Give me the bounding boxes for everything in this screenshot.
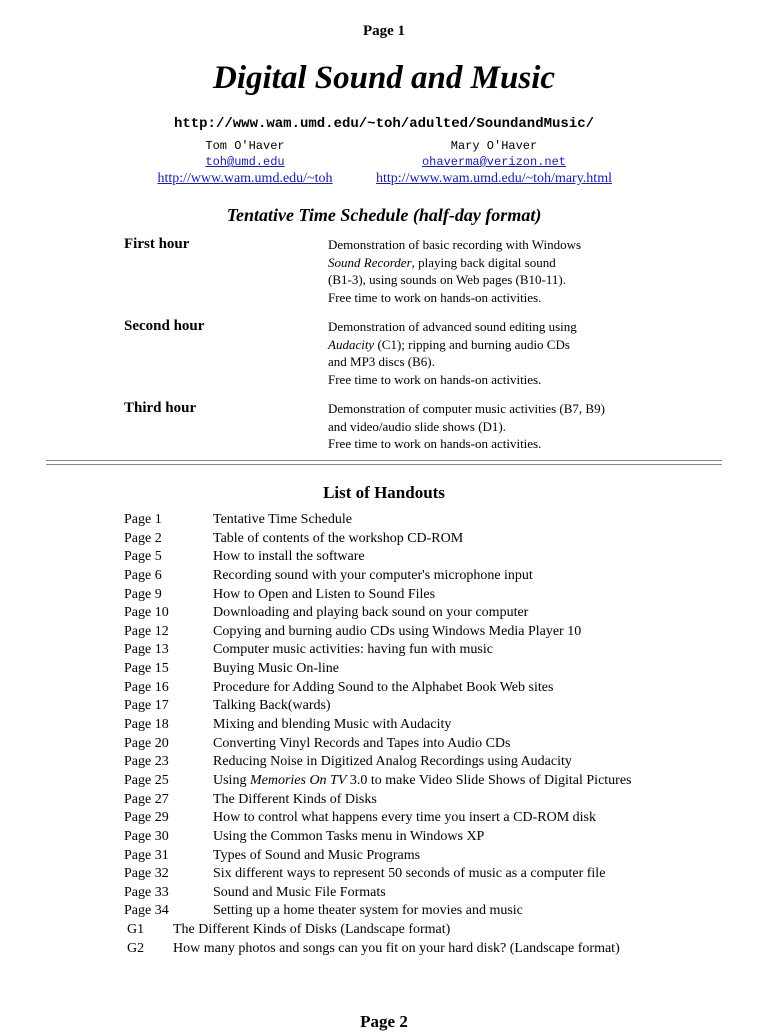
handout-page: Page 13 [124, 642, 169, 658]
list-item [124, 530, 724, 549]
desc-line: (B1-3), using sounds on Web pages (B10-11). [328, 272, 566, 287]
list-item [124, 623, 724, 642]
handout-title: Six different ways to represent 50 seconds of music as a computer file [213, 866, 606, 882]
handout-title: Types of Sound and Music Programs [213, 847, 421, 863]
list-item [124, 809, 724, 828]
handout-page: G1 [127, 922, 145, 938]
handout-title: How to install the software [213, 549, 365, 565]
handout-title: Converting Vinyl Records and Tapes into Audio CDs [213, 735, 511, 751]
handout-title: The Different Kinds of Disks [213, 791, 377, 807]
handout-title-part: Using [213, 772, 250, 788]
handout-page: Page 17 [124, 698, 169, 714]
desc-line: (C1); ripping and burning audio CDs [374, 336, 570, 352]
schedule-row-label: Second hour [124, 318, 205, 334]
handout-list [124, 511, 724, 958]
schedule-row-label: First hour [124, 236, 190, 252]
handout-title: How many photos and songs can you fit on your hard disk? (Landscape format) [173, 940, 620, 956]
list-item [124, 772, 724, 791]
author-email-link[interactable]: toh@umd.edu [205, 155, 285, 169]
handout-page: Page 18 [124, 717, 169, 733]
handout-page: Page 12 [124, 623, 169, 639]
handout-title: Buying Music On-line [213, 661, 339, 677]
schedule-row-description [328, 318, 728, 388]
handout-page: Page 1 [124, 512, 162, 527]
handout-page: Page 25 [124, 772, 169, 788]
handout-title: How to Open and Listen to Sound Files [213, 586, 436, 602]
list-item [124, 902, 724, 921]
desc-line: , playing back digital sound [411, 254, 556, 270]
author-email-link[interactable]: ohaverma@verizon.net [421, 155, 567, 169]
author-site-link[interactable]: http://www.wam.umd.edu/~toh [157, 171, 333, 186]
list-item [124, 604, 724, 623]
desc-line: Demonstration of basic recording with Windows [328, 237, 582, 252]
schedule-heading: Tentative Time Schedule (half-day format) [226, 205, 542, 225]
handout-title: Table of contents of the workshop CD-ROM [213, 530, 464, 546]
author-block-tom [140, 138, 350, 188]
desc-line: Demonstration of computer music activities (B7, B9) [328, 401, 605, 416]
list-item [124, 791, 724, 810]
desc-line: Demonstration of advanced sound editing using [328, 319, 577, 334]
main-url: http://www.wam.umd.edu/~toh/adulted/SoundandMusic/ [173, 116, 595, 132]
handout-title: Tentative Time Schedule [213, 512, 353, 527]
handout-page: Page 32 [124, 866, 169, 882]
list-item [124, 716, 724, 735]
list-item [124, 660, 724, 679]
handout-page: G2 [127, 940, 145, 956]
handout-title: How to control what happens every time you insert a CD-ROM disk [213, 810, 596, 826]
list-item [124, 567, 724, 586]
list-item [124, 697, 724, 716]
schedule-row-label: Third hour [124, 400, 197, 416]
section-divider [46, 460, 722, 465]
list-item [124, 735, 724, 754]
handout-title: Setting up a home theater system for movies and music [213, 903, 523, 919]
handout-title: Using the Common Tasks menu in Windows XP [213, 828, 485, 844]
list-item [124, 753, 724, 772]
desc-line-emphasis: Sound Recorder [328, 254, 412, 270]
handout-page: Page 23 [124, 754, 169, 770]
author-name: Mary O'Haver [450, 139, 538, 153]
handout-page: Page 29 [124, 810, 169, 826]
author-name: Tom O'Haver [205, 139, 285, 153]
list-item [124, 548, 724, 567]
handout-title: The Different Kinds of Disks (Landscape format) [173, 922, 451, 938]
page-label: Page 1 [362, 23, 406, 39]
schedule-row-description [328, 400, 728, 453]
desc-line: and MP3 discs (B6). [328, 354, 435, 369]
list-item [124, 828, 724, 847]
handout-page: Page 15 [124, 661, 169, 677]
desc-line: Free time to work on hands-on activities. [328, 371, 542, 387]
author-block-mary [358, 138, 630, 188]
handout-title-part: 3.0 to make Video Slide Shows of Digital Pictures [346, 772, 632, 788]
list-item [124, 847, 724, 866]
handout-page: Page 6 [124, 567, 162, 583]
handout-page: Page 31 [124, 847, 169, 863]
schedule-row-description [328, 236, 728, 306]
author-site-link[interactable]: http://www.wam.umd.edu/~toh/mary.html [376, 171, 612, 186]
handout-title: Procedure for Adding Sound to the Alphabet Book Web sites [213, 679, 554, 695]
handout-page: Page 34 [124, 903, 169, 919]
list-item [124, 641, 724, 660]
handout-page: Page 9 [124, 586, 162, 602]
handout-page: Page 16 [124, 679, 169, 695]
handout-title [213, 772, 632, 791]
desc-line: Free time to work on hands-on activities. [328, 289, 542, 305]
handout-title: Talking Back(wards) [213, 698, 331, 714]
handout-title: Downloading and playing back sound on your computer [213, 605, 529, 621]
desc-line: and video/audio slide shows (D1). [328, 418, 507, 434]
handout-page: Page 5 [124, 549, 162, 565]
handout-title-emphasis: Memories On TV [249, 772, 347, 788]
desc-line: Free time to work on hands-on activities. [328, 436, 542, 451]
handout-page: Page 2 [124, 530, 162, 546]
handout-title: Recording sound with your computer's microphone input [213, 567, 533, 583]
handout-title: Reducing Noise in Digitized Analog Recordings using Audacity [213, 754, 572, 770]
desc-line-emphasis: Audacity [328, 336, 375, 352]
list-item [124, 921, 724, 940]
handouts-heading: List of Handouts [323, 483, 445, 502]
handout-title: Sound and Music File Formats [213, 884, 386, 900]
next-page-label: Page 2 [360, 1012, 408, 1031]
list-item [124, 940, 724, 959]
list-item [124, 586, 724, 605]
handout-title: Mixing and blending Music with Audacity [213, 717, 452, 733]
list-item [124, 865, 724, 884]
document-title: Digital Sound and Music [212, 60, 556, 96]
handout-page: Page 30 [124, 828, 169, 844]
handout-page: Page 20 [124, 735, 169, 751]
list-item [124, 884, 724, 903]
list-item [124, 511, 724, 530]
handout-page: Page 10 [124, 605, 169, 621]
handout-page: Page 33 [124, 884, 169, 900]
list-item [124, 679, 724, 698]
handout-page: Page 27 [124, 791, 169, 807]
handout-title: Copying and burning audio CDs using Windows Media Player 10 [213, 623, 582, 639]
handout-title: Computer music activities: having fun with music [213, 642, 493, 658]
